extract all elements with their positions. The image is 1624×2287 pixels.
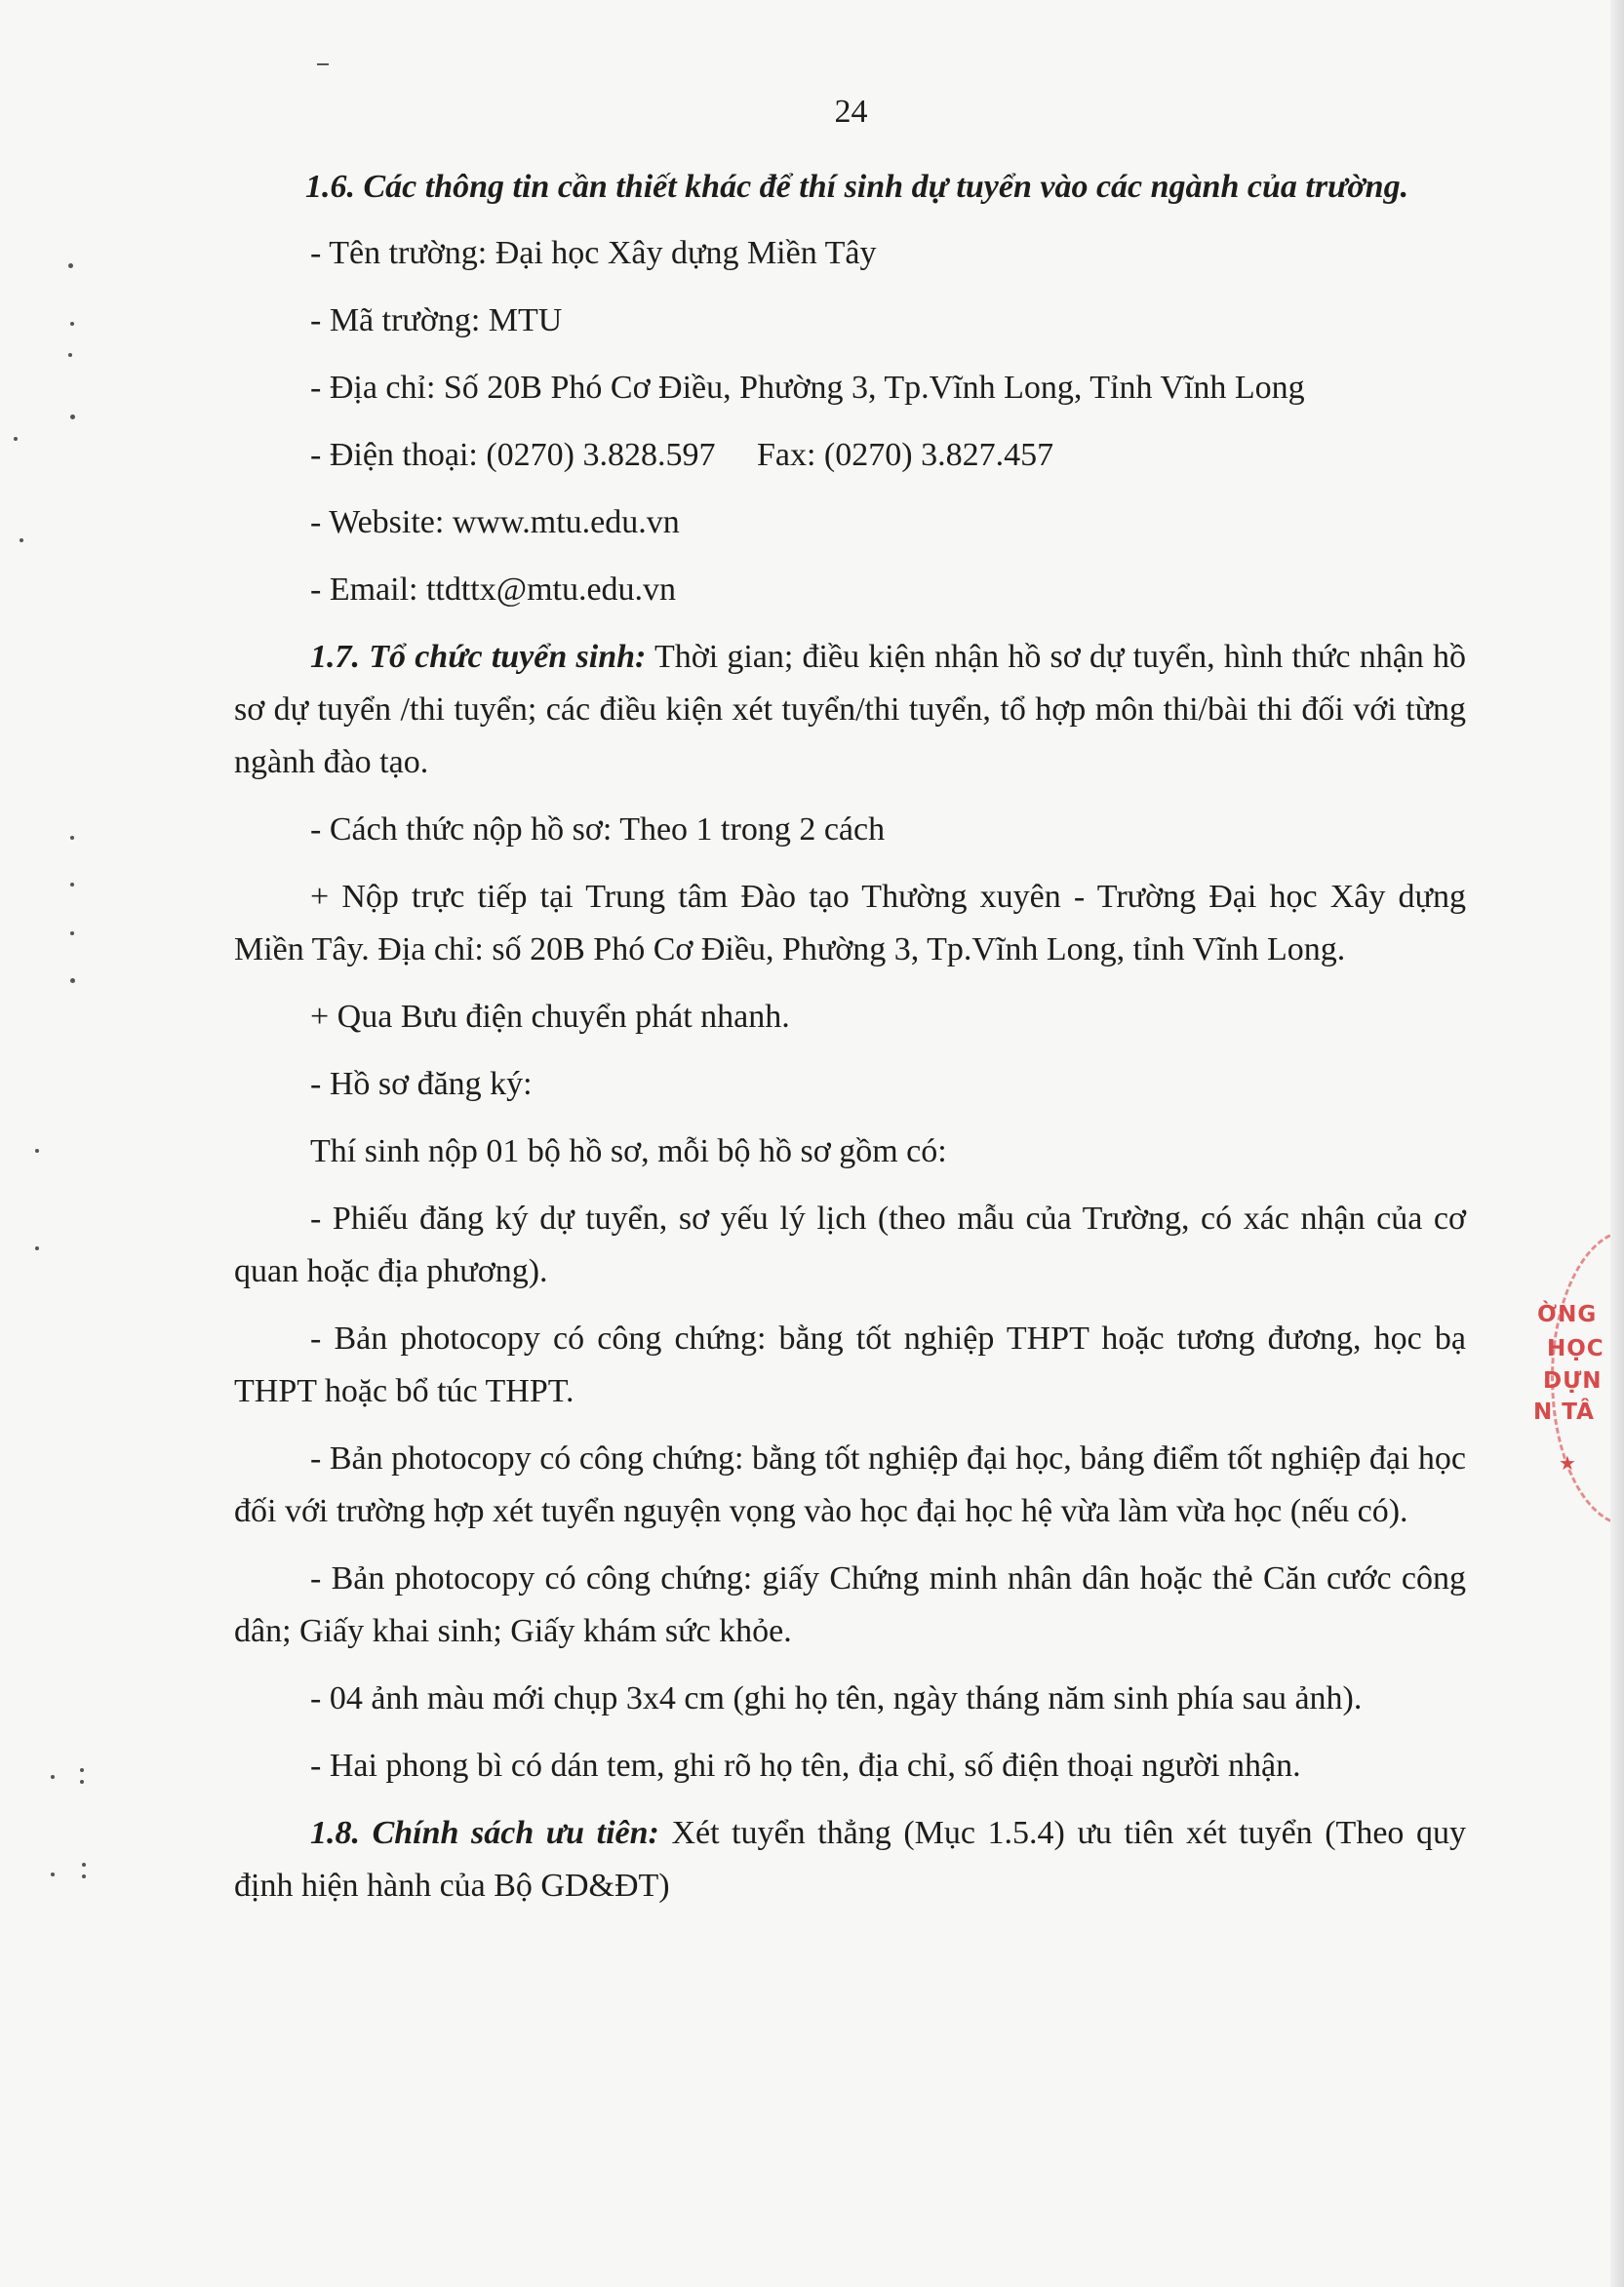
method-post: + Qua Bưu điện chuyển phát nhanh. (310, 999, 790, 1035)
dossier-item-envelopes: - Hai phong bì có dán tem, ghi rõ họ tên, địa chỉ, số điện thoại người nhận. (310, 1748, 1301, 1784)
scan-speck (68, 263, 73, 268)
scan-speck (70, 836, 74, 840)
section-1-7-intro: Thời gian; điều kiện nhận hồ sơ dự tuyển, hình thức nhận hồ sơ dự tuyển /thi tuyển; các điều kiện xét tuyển/thi tuyển, tổ hợp môn thi/bài thi đối với từng ngành đào tạo. (234, 639, 1466, 780)
stamp-text-line: ỜNG (1537, 1302, 1598, 1327)
scan-speck (70, 931, 74, 935)
scan-speck (82, 1863, 86, 1867)
section-1-6-heading: 1.6. Các thông tin cần thiết khác để thí sinh dự tuyển vào các ngành của trường. (305, 169, 1409, 205)
stamp-text-line: DỰN (1543, 1368, 1603, 1394)
section-1-8-text: Xét tuyển thẳng (Mục 1.5.4) ưu tiên xét tuyển (Theo quy định hiện hành của Bộ GD&ĐT) (234, 1815, 1466, 1904)
section-1-8-heading: 1.8. Chính sách ưu tiên: (310, 1815, 659, 1851)
scan-speck (51, 1775, 55, 1779)
dossier-item-form: - Phiếu đăng ký dự tuyển, sơ yếu lý lịch (theo mẫu của Trường, có xác nhận của cơ quan hoặc địa phương). (234, 1201, 1466, 1289)
dossier-item-id: - Bản photocopy có công chứng: giấy Chứng minh nhân dân hoặc thẻ Căn cước công dân; Giấy khai sinh; Giấy khám sức khỏe. (234, 1560, 1466, 1649)
school-address: - Địa chỉ: Số 20B Phó Cơ Điều, Phường 3, Tp.Vĩnh Long, Tỉnh Vĩnh Long (310, 370, 1305, 406)
school-name: - Tên trường: Đại học Xây dựng Miền Tây (310, 235, 877, 271)
scan-speck (70, 978, 75, 983)
section-1-8-paragraph (234, 1807, 1466, 1912)
section-1-7-heading: 1.7. Tổ chức tuyển sinh: (310, 639, 647, 675)
scan-edge-shadow (1610, 0, 1624, 2287)
stamp-text-line: HỌC (1547, 1336, 1604, 1361)
school-website: - Website: www.mtu.edu.vn (310, 504, 680, 540)
scan-speck (80, 1780, 84, 1784)
scan-speck (70, 322, 74, 326)
scan-speck (35, 1246, 39, 1250)
scan-speck (317, 63, 329, 65)
dossier-label: - Hồ sơ đăng ký: (310, 1066, 533, 1102)
scan-speck (14, 437, 18, 441)
dossier-intro: Thí sinh nộp 01 bộ hồ sơ, mỗi bộ hồ sơ gồm có: (310, 1133, 947, 1169)
scan-speck (68, 353, 72, 357)
page-number: 24 (834, 94, 868, 130)
school-email: - Email: ttdttx@mtu.edu.vn (310, 572, 677, 608)
stamp-star-icon: ★ (1559, 1451, 1576, 1475)
method-direct: + Nộp trực tiếp tại Trung tâm Đào tạo Thường xuyên - Trường Đại học Xây dựng Miền Tây. Địa chỉ: số 20B Phó Cơ Điều, Phường 3, Tp.Vĩnh Long, tỉnh Vĩnh Long. (234, 879, 1466, 967)
scan-speck (51, 1873, 55, 1876)
dossier-item-university: - Bản photocopy có công chứng: bằng tốt nghiệp đại học, bảng điểm tốt nghiệp đại học đối với trường hợp xét tuyển nguyện vọng vào học đại học hệ vừa làm vừa học (nếu có). (234, 1440, 1466, 1529)
school-phone-fax: - Điện thoại: (0270) 3.828.597 Fax: (0270) 3.827.457 (310, 437, 1054, 473)
dossier-item-photos: - 04 ảnh màu mới chụp 3x4 cm (ghi họ tên, ngày tháng năm sinh phía sau ảnh). (310, 1680, 1363, 1716)
scan-speck (35, 1149, 39, 1153)
scan-speck (20, 538, 23, 542)
school-code: - Mã trường: MTU (310, 302, 563, 338)
document-body (234, 161, 1466, 1927)
submit-methods: - Cách thức nộp hồ sơ: Theo 1 trong 2 cách (310, 811, 886, 848)
section-1-7-paragraph (234, 631, 1466, 789)
scan-speck (70, 414, 75, 419)
scan-speck (82, 1874, 86, 1878)
scan-speck (70, 883, 74, 887)
dossier-item-highschool: - Bản photocopy có công chứng: bằng tốt nghiệp THPT hoặc tương đương, học bạ THPT hoặc bổ túc THPT. (234, 1321, 1466, 1409)
scan-speck (80, 1768, 84, 1772)
stamp-text-line: N TÂ (1533, 1400, 1595, 1425)
